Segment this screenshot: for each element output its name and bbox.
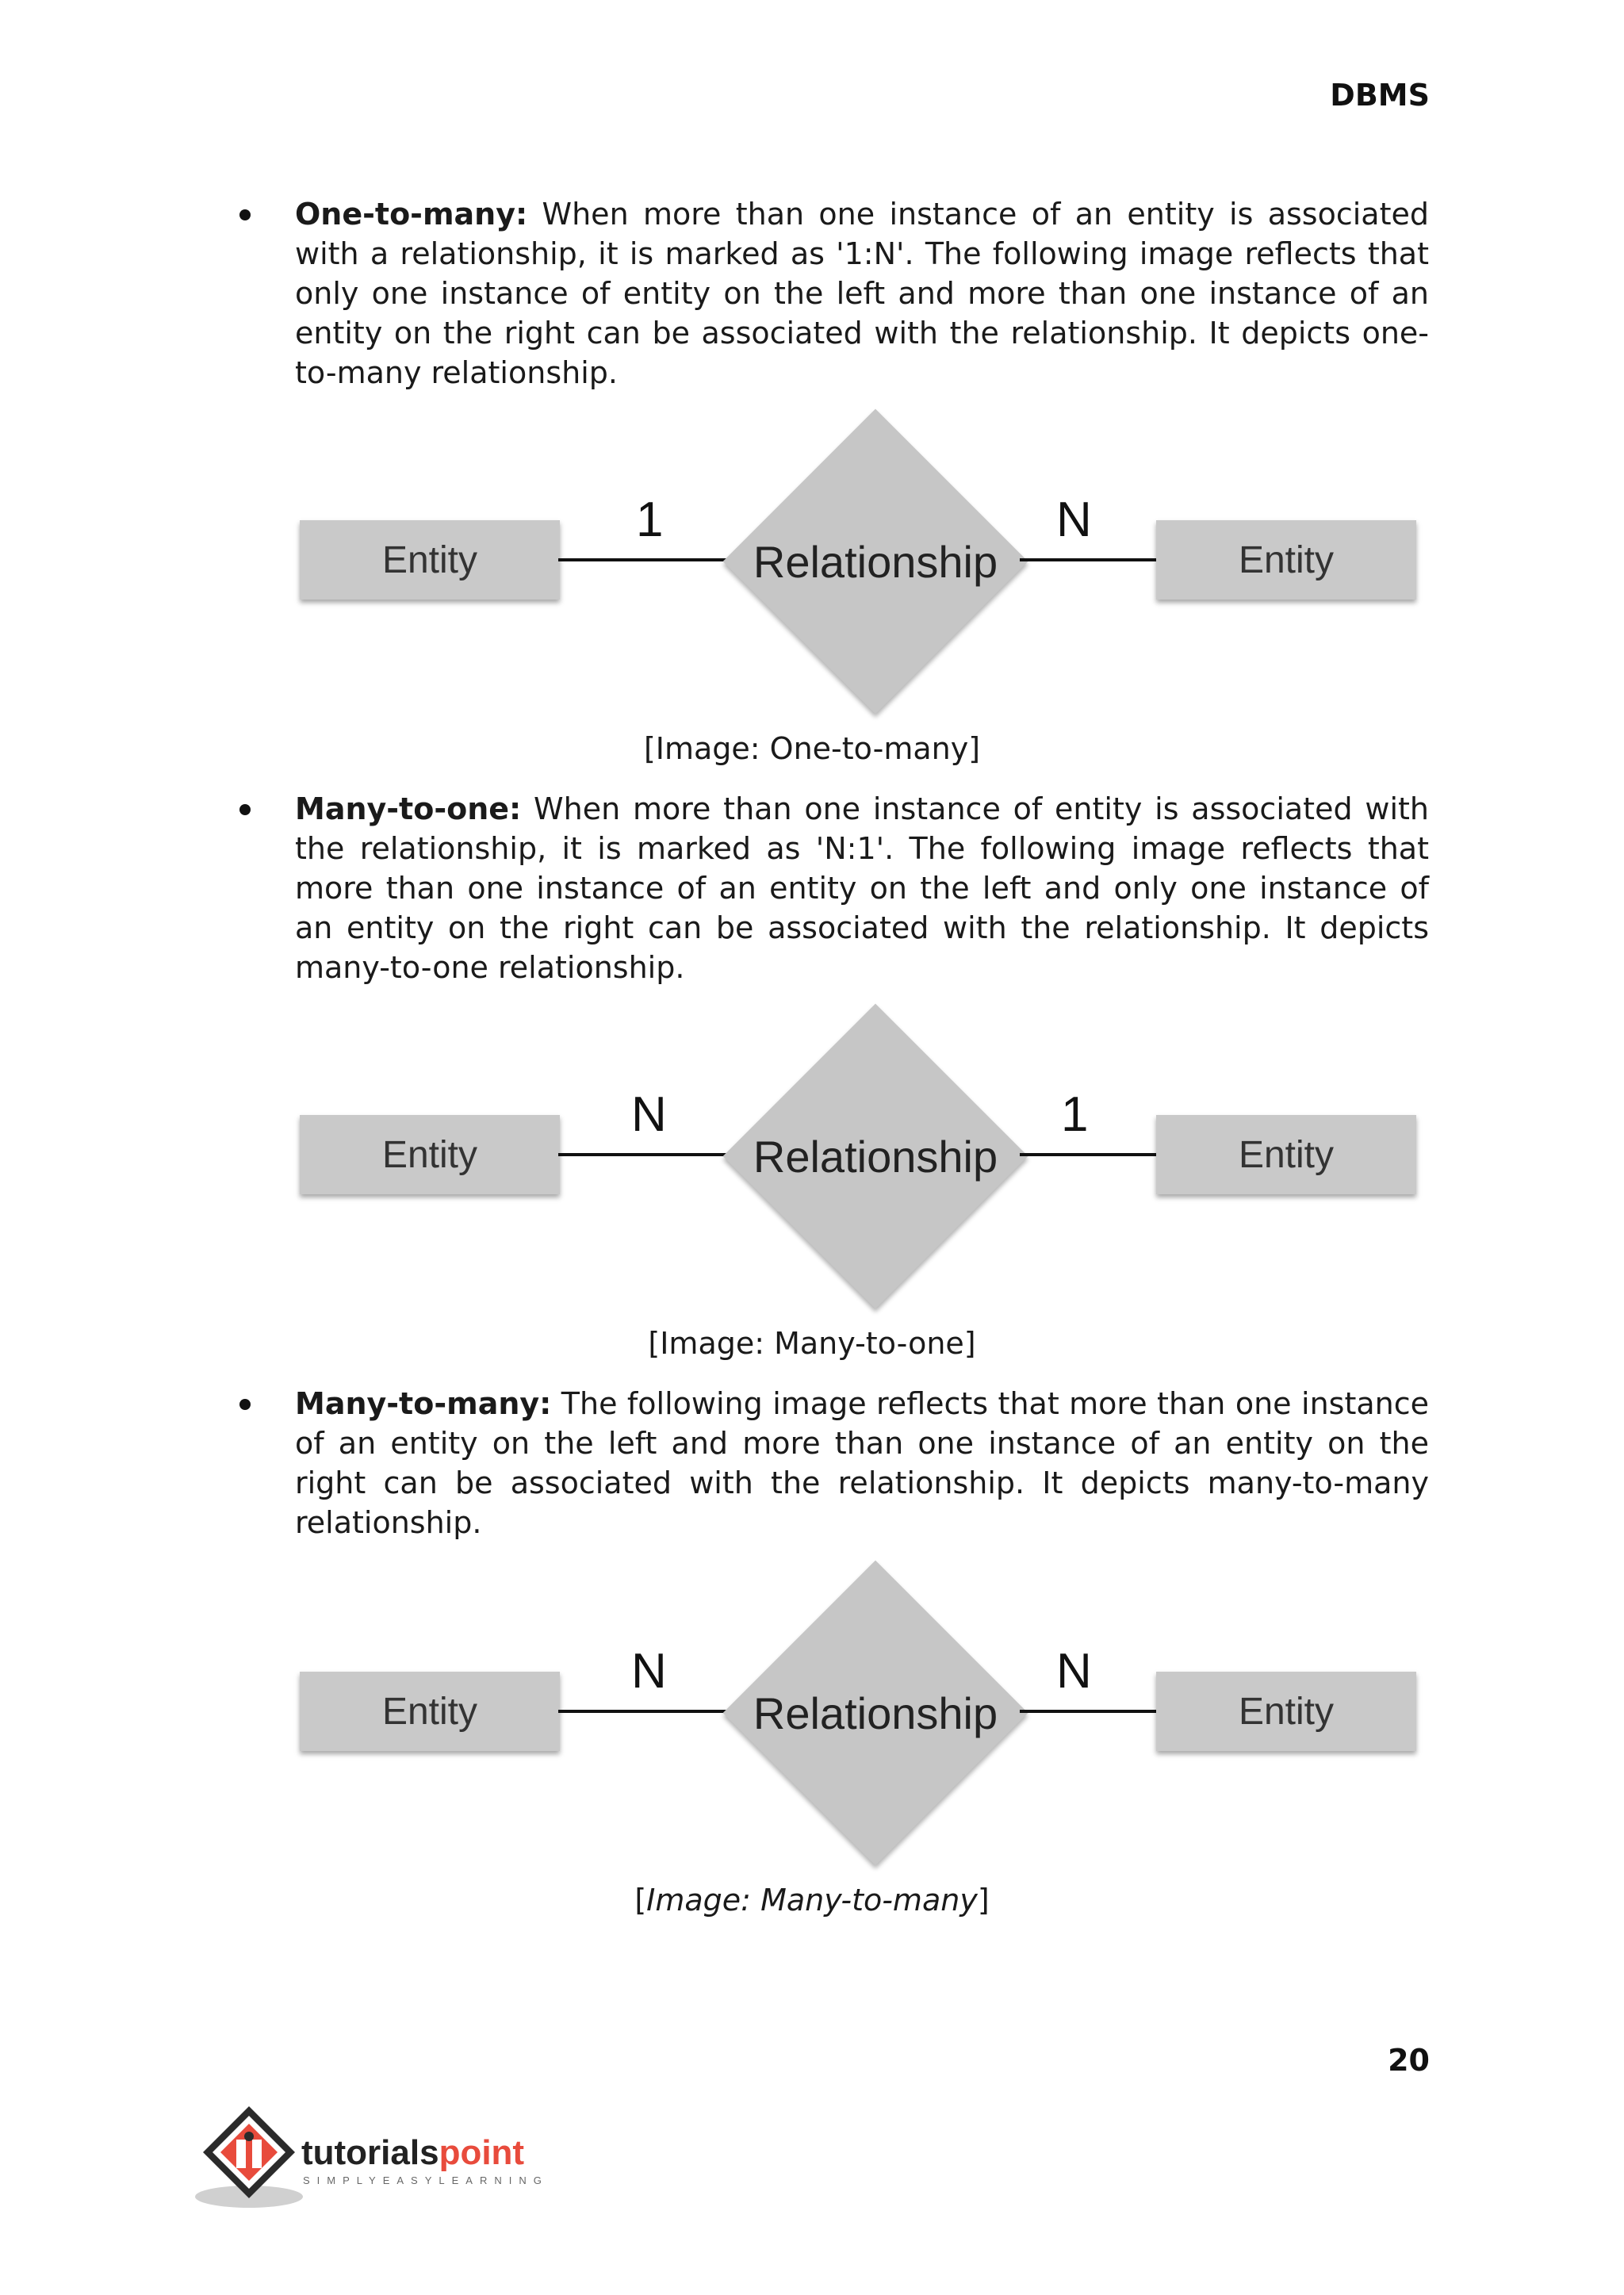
section-one-to-many (0, 198, 1624, 777)
term-label: Many-to-one: (295, 791, 522, 826)
bullet-icon (239, 1399, 251, 1410)
cardinality-right: N (1056, 492, 1092, 547)
er-diagram (292, 412, 1434, 723)
er-diagram (292, 1007, 1434, 1318)
term-label: One-to-many: (295, 197, 528, 232)
er-diagram (292, 1564, 1434, 1875)
caption-text: Image: Many-to-many (646, 1883, 978, 1918)
connector-line-left (558, 1710, 730, 1713)
term-label: Many-to-many: (295, 1386, 552, 1421)
paragraph-text: The following image reflects that more than one instance of an entity on the left and more than one instance of an entity on the right can be associated with the relationship. It depicts many-to-many relationship. (295, 1386, 1429, 1540)
logo-wordmark (301, 2133, 524, 2173)
section-many-to-many (0, 1388, 1624, 1935)
entity-box-right: Entity (1156, 1115, 1416, 1194)
figure-caption: [Image: One-to-many] (643, 731, 981, 766)
relationship-label: Relationship (753, 1132, 998, 1182)
connector-line-left (558, 1153, 730, 1156)
logo-text-tutorials: tutorials (301, 2133, 439, 2172)
entity-box-right: Entity (1156, 520, 1416, 600)
cardinality-left: N (631, 1087, 667, 1142)
figure-caption: [Image: Many-to-one] (648, 1326, 976, 1361)
entity-box-left: Entity (300, 1672, 560, 1751)
logo-text-point: point (439, 2133, 525, 2172)
caption-open: [ (634, 1883, 647, 1918)
connector-line-right (1020, 1153, 1156, 1156)
page-header-title: DBMS (1330, 78, 1430, 113)
figure-caption (0, 1883, 1624, 1918)
relationship-label: Relationship (753, 1688, 998, 1738)
paragraph (295, 194, 1429, 393)
entity-box-right: Entity (1156, 1672, 1416, 1751)
paragraph-text: When more than one instance of an entity is associated with a relationship, it is marked as '1:N'. The following image reflects that only one instance of entity on the left and more than one instance of an entity on the right can be associated with the relationship. It depicts one-to-many relationship. (295, 197, 1429, 390)
cardinality-right: N (1056, 1644, 1092, 1699)
paragraph-text: When more than one instance of entity is associated with the relationship, it is marked as 'N:1'. The following image reflects that more than one instance of an entity on the left and only one instance of an entity on the right can be associated with the relationship. It depicts many-to-one relationship. (295, 791, 1429, 985)
section-many-to-one (0, 793, 1624, 1372)
bullet-icon (239, 804, 251, 815)
cardinality-left: N (631, 1644, 667, 1699)
tutorialspoint-logo (193, 2102, 574, 2213)
cardinality-right: 1 (1061, 1087, 1089, 1142)
connector-line-left (558, 558, 730, 561)
page-number: 20 (1388, 2043, 1430, 2078)
bullet-icon (239, 209, 251, 220)
logo-emblem-icon (193, 2102, 304, 2213)
connector-line-right (1020, 558, 1156, 561)
paragraph (295, 1384, 1429, 1542)
paragraph (295, 789, 1429, 987)
connector-line-right (1020, 1710, 1156, 1713)
relationship-label: Relationship (753, 537, 998, 587)
logo-tagline: SIMPLYEASYLEARNING (303, 2174, 549, 2186)
cardinality-left: 1 (636, 492, 664, 547)
entity-box-left: Entity (300, 1115, 560, 1194)
entity-box-left: Entity (300, 520, 560, 600)
caption-close: ] (977, 1883, 990, 1918)
